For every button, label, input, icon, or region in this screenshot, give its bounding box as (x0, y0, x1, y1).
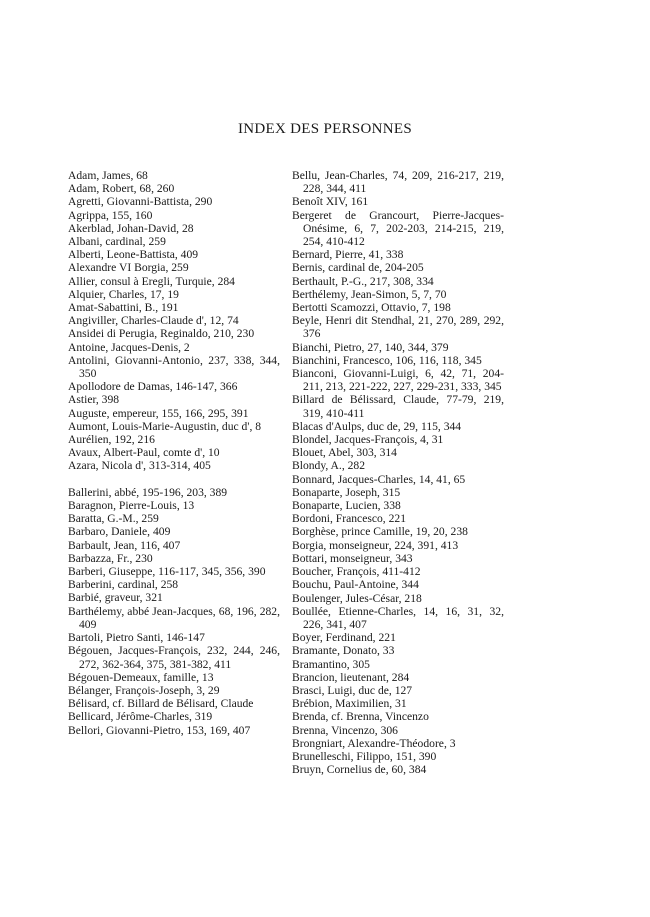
index-entry: Berthault, P.-G., 217, 308, 334 (292, 274, 434, 288)
index-entry: Brasci, Luigi, duc de, 127 (292, 683, 413, 697)
index-entry: Bonnard, Jacques-Charles, 14, 41, 65 (292, 472, 466, 486)
index-entry: Bellicard, Jérôme-Charles, 319 (68, 710, 213, 724)
index-column-right (292, 169, 504, 776)
index-entry: Barberini, cardinal, 258 (68, 578, 179, 592)
index-entry: Alberti, Leone-Battista, 409 (68, 248, 199, 262)
index-entry: Blondy, A., 282 (292, 459, 366, 473)
index-column-left (68, 169, 280, 737)
index-entry: Adam, Robert, 68, 260 (68, 182, 175, 196)
index-entry: Allier, consul à Eregli, Turquie, 284 (68, 274, 235, 288)
index-entry: Bégouen, Jacques-François, 232, 244, 246, 272, 362-364, 375, 381-382, 411 (68, 644, 280, 671)
index-entry: Amat-Sabattini, B., 191 (68, 301, 179, 315)
index-entry: Boyer, Ferdinand, 221 (292, 631, 396, 645)
index-entry: Bianchi, Pietro, 27, 140, 344, 379 (292, 340, 449, 354)
index-entry: Boullée, Etienne-Charles, 14, 16, 31, 32, 226, 341, 407 (292, 604, 504, 631)
index-entry: Boulenger, Jules-César, 218 (292, 591, 422, 605)
index-entry: Avaux, Albert-Paul, comte d', 10 (68, 446, 220, 460)
index-entry: Bernard, Pierre, 41, 338 (292, 248, 404, 262)
index-entry: Blouet, Abel, 303, 314 (292, 446, 397, 460)
index-entry: Bottari, monseigneur, 343 (292, 551, 413, 565)
index-entry: Akerblad, Johan-David, 28 (68, 221, 194, 235)
index-entry: Blacas d'Aulps, duc de, 29, 115, 344 (292, 419, 462, 433)
index-entry: Bertotti Scamozzi, Ottavio, 7, 198 (292, 301, 451, 315)
index-entry: Auguste, empereur, 155, 166, 295, 391 (68, 406, 249, 420)
index-entry: Agretti, Giovanni-Battista, 290 (68, 195, 213, 209)
index-entry: Apollodore de Damas, 146-147, 366 (68, 380, 238, 394)
index-entry: Bruyn, Cornelius de, 60, 384 (292, 763, 427, 777)
index-entry: Bouchu, Paul-Antoine, 344 (292, 578, 419, 592)
index-entry: Bianconi, Giovanni-Luigi, 6, 42, 71, 204-211, 213, 221-222, 227, 229-231, 333, 345 (292, 367, 504, 394)
index-entry: Borgia, monseigneur, 224, 391, 413 (292, 538, 459, 552)
index-entry: Barbault, Jean, 116, 407 (68, 538, 181, 552)
index-entry: Azara, Nicola d', 313-314, 405 (68, 459, 211, 473)
index-entry: Borghèse, prince Camille, 19, 20, 238 (292, 525, 468, 539)
index-entry: Alquier, Charles, 17, 19 (68, 287, 179, 301)
index-entry: Barbaro, Daniele, 409 (68, 525, 171, 539)
index-entry: Bartoli, Pietro Santi, 146-147 (68, 631, 205, 645)
index-entry: Bégouen-Demeaux, famille, 13 (68, 670, 214, 684)
index-entry: Bramante, Donato, 33 (292, 644, 395, 658)
index-entry: Bonaparte, Joseph, 315 (292, 485, 401, 499)
index-entry: Albani, cardinal, 259 (68, 235, 166, 249)
index-entry: Barthélemy, abbé Jean-Jacques, 68, 196, 282, 409 (68, 604, 280, 631)
index-entry: Boucher, François, 411-412 (292, 565, 421, 579)
index-entry: Bramantino, 305 (292, 657, 370, 671)
index-entry: Bernis, cardinal de, 204-205 (292, 261, 424, 275)
index-entry: Antoine, Jacques-Denis, 2 (68, 340, 190, 354)
index-entry: Bordoni, Francesco, 221 (292, 512, 406, 526)
index-entry: Barbié, graveur, 321 (68, 591, 163, 605)
index-entry: Barberi, Giuseppe, 116-117, 345, 356, 390 (68, 565, 266, 579)
index-entry: Brongniart, Alexandre-Théodore, 3 (292, 736, 456, 750)
index-entry: Brenna, Vincenzo, 306 (292, 723, 398, 737)
index-entry: Bellu, Jean-Charles, 74, 209, 216-217, 219, 228, 344, 411 (292, 169, 504, 196)
index-entry: Brunelleschi, Filippo, 151, 390 (292, 749, 437, 763)
index-entry: Brenda, cf. Brenna, Vincenzo (292, 710, 429, 724)
index-entry: Baratta, G.-M., 259 (68, 512, 159, 526)
index-entry: Bianchini, Francesco, 106, 116, 118, 345 (292, 353, 482, 367)
index-entry: Bellori, Giovanni-Pietro, 153, 169, 407 (68, 723, 251, 737)
index-entry: Barbazza, Fr., 230 (68, 551, 153, 565)
section-gap (68, 473, 280, 486)
index-entry: Berthélemy, Jean-Simon, 5, 7, 70 (292, 287, 447, 301)
index-entry: Antolini, Giovanni-Antonio, 237, 338, 344, 350 (68, 353, 280, 381)
index-entry: Bonaparte, Lucien, 338 (292, 499, 401, 513)
index-entry: Agrippa, 155, 160 (68, 208, 153, 222)
page-title: INDEX DES PERSONNES (237, 121, 413, 137)
index-entry: Aumont, Louis-Marie-Augustin, duc d', 8 (68, 419, 262, 433)
index-entry: Adam, James, 68 (68, 169, 148, 182)
index-entry: Astier, 398 (68, 393, 120, 407)
index-entry: Ballerini, abbé, 195-196, 203, 389 (68, 485, 228, 499)
index-entry: Angiviller, Charles-Claude d', 12, 74 (68, 314, 239, 328)
index-entry: Alexandre VI Borgia, 259 (68, 261, 189, 275)
index-entry: Bélanger, François-Joseph, 3, 29 (68, 683, 220, 697)
index-entry: Beyle, Henri dit Stendhal, 21, 270, 289, 292, 376 (292, 314, 504, 341)
index-entry: Ansidei di Perugia, Reginaldo, 210, 230 (68, 327, 255, 341)
index-entry: Benoît XIV, 161 (292, 195, 369, 209)
index-entry: Brancion, lieutenant, 284 (292, 670, 410, 684)
index-entry: Bélisard, cf. Billard de Bélisard, Claude (68, 697, 254, 711)
index-entry: Brébion, Maximilien, 31 (292, 697, 407, 711)
index-entry: Bergeret de Grancourt, Pierre-Jacques-Onésime, 6, 7, 202-203, 214-215, 219, 254, 410-412 (292, 208, 504, 249)
index-entry: Aurélien, 192, 216 (68, 433, 155, 447)
index-entry: Billard de Bélissard, Claude, 77-79, 219, 319, 410-411 (292, 393, 504, 420)
index-entry: Baragnon, Pierre-Louis, 13 (68, 499, 195, 513)
index-entry: Blondel, Jacques-François, 4, 31 (292, 433, 444, 447)
